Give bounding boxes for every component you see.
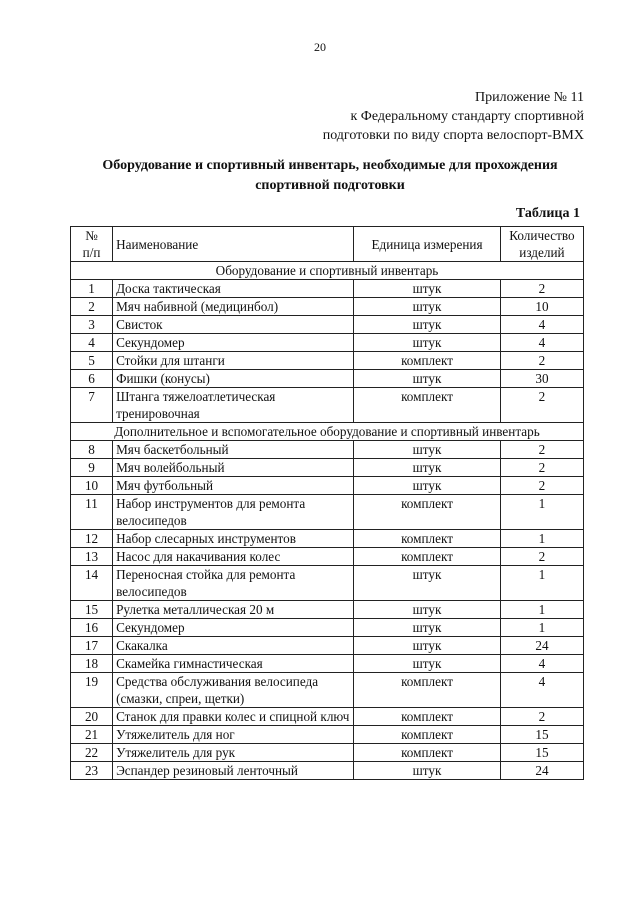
table-row (71, 655, 584, 673)
table-row (71, 637, 584, 655)
row-unit: комплект (354, 708, 501, 726)
appendix-header (323, 88, 584, 145)
row-quantity: 2 (500, 388, 583, 423)
row-name: Рулетка металлическая 20 м (113, 601, 354, 619)
table-row (71, 298, 584, 316)
row-unit: штук (354, 762, 501, 780)
table-row (71, 619, 584, 637)
row-name: Штанга тяжелоатлетическая тренировочная (113, 388, 354, 423)
row-number: 15 (71, 601, 113, 619)
row-unit: штук (354, 601, 501, 619)
row-quantity: 4 (500, 316, 583, 334)
row-unit: штук (354, 477, 501, 495)
row-unit: штук (354, 441, 501, 459)
header-number-line-2: п/п (82, 245, 101, 260)
row-unit: штук (354, 655, 501, 673)
row-number: 16 (71, 619, 113, 637)
row-unit: штук (354, 316, 501, 334)
table-row (71, 352, 584, 370)
row-name: Доска тактическая (113, 280, 354, 298)
table-row (71, 388, 584, 423)
row-unit: штук (354, 619, 501, 637)
row-unit: комплект (354, 495, 501, 530)
row-number: 22 (71, 744, 113, 762)
row-number: 1 (71, 280, 113, 298)
header-unit: Единица измерения (354, 227, 501, 262)
section-title: Дополнительное и вспомогательное оборудование и спортивный инвентарь (71, 423, 584, 441)
row-number: 2 (71, 298, 113, 316)
row-number: 4 (71, 334, 113, 352)
row-number: 5 (71, 352, 113, 370)
table-row (71, 334, 584, 352)
row-number: 23 (71, 762, 113, 780)
row-number: 18 (71, 655, 113, 673)
row-number: 6 (71, 370, 113, 388)
row-name: Эспандер резиновый ленточный (113, 762, 354, 780)
row-quantity: 4 (500, 673, 583, 708)
row-quantity: 2 (500, 280, 583, 298)
title-line-1: Оборудование и спортивный инвентарь, необходимые для прохождения (102, 158, 558, 173)
row-quantity: 2 (500, 477, 583, 495)
row-name: Скамейка гимнастическая (113, 655, 354, 673)
table-row (71, 673, 584, 708)
row-number: 14 (71, 566, 113, 601)
row-quantity: 15 (500, 726, 583, 744)
title-line-2: спортивной подготовки (255, 178, 405, 193)
row-unit: штук (354, 370, 501, 388)
table-row (71, 548, 584, 566)
section-row (71, 262, 584, 280)
row-quantity: 2 (500, 352, 583, 370)
table-row (71, 280, 584, 298)
row-number: 9 (71, 459, 113, 477)
row-unit: комплект (354, 530, 501, 548)
table-row (71, 459, 584, 477)
row-unit: комплект (354, 673, 501, 708)
row-number: 12 (71, 530, 113, 548)
row-name: Мяч футбольный (113, 477, 354, 495)
section-row (71, 423, 584, 441)
row-name: Средства обслуживания велосипеда (смазки, спреи, щетки) (113, 673, 354, 708)
row-name: Мяч баскетбольный (113, 441, 354, 459)
page-number: 20 (314, 40, 326, 54)
row-unit: штук (354, 334, 501, 352)
row-unit: штук (354, 637, 501, 655)
row-number: 19 (71, 673, 113, 708)
row-quantity: 30 (500, 370, 583, 388)
row-number: 20 (71, 708, 113, 726)
row-number: 3 (71, 316, 113, 334)
table-row (71, 370, 584, 388)
section-title: Оборудование и спортивный инвентарь (71, 262, 584, 280)
table-header-row (71, 227, 584, 262)
appendix-line-3: подготовки по виду спорта велоспорт-ВМХ (322, 128, 584, 143)
row-quantity: 2 (500, 548, 583, 566)
header-number-line-1: № (85, 228, 98, 243)
row-name: Насос для накачивания колес (113, 548, 354, 566)
header-quantity (500, 227, 583, 262)
row-quantity: 1 (500, 566, 583, 601)
row-name: Набор слесарных инструментов (113, 530, 354, 548)
row-name: Стойки для штанги (113, 352, 354, 370)
table-row (71, 744, 584, 762)
row-number: 13 (71, 548, 113, 566)
header-quantity-line-2: изделий (519, 245, 565, 260)
row-unit: комплект (354, 352, 501, 370)
header-quantity-line-1: Количество (509, 228, 575, 243)
row-name: Утяжелитель для рук (113, 744, 354, 762)
row-number: 8 (71, 441, 113, 459)
table-row (71, 762, 584, 780)
equipment-table (70, 226, 584, 780)
row-name: Свисток (113, 316, 354, 334)
row-quantity: 2 (500, 459, 583, 477)
row-name: Скакалка (113, 637, 354, 655)
row-name: Секундомер (113, 334, 354, 352)
row-name: Секундомер (113, 619, 354, 637)
row-name: Набор инструментов для ремонта велосипедов (113, 495, 354, 530)
row-quantity: 1 (500, 530, 583, 548)
appendix-line-2: к Федеральному стандарту спортивной (350, 109, 584, 124)
row-name: Утяжелитель для ног (113, 726, 354, 744)
table-caption: Таблица 1 (515, 206, 580, 221)
row-unit: штук (354, 280, 501, 298)
row-unit: штук (354, 459, 501, 477)
row-quantity: 24 (500, 762, 583, 780)
table-row (71, 495, 584, 530)
row-quantity: 1 (500, 495, 583, 530)
row-number: 7 (71, 388, 113, 423)
row-name: Фишки (конусы) (113, 370, 354, 388)
row-quantity: 15 (500, 744, 583, 762)
table-row (71, 601, 584, 619)
table-row (71, 566, 584, 601)
row-quantity: 1 (500, 619, 583, 637)
row-quantity: 4 (500, 655, 583, 673)
row-quantity: 24 (500, 637, 583, 655)
table-row (71, 477, 584, 495)
row-number: 10 (71, 477, 113, 495)
row-unit: комплект (354, 388, 501, 423)
appendix-line-1: Приложение № 11 (475, 90, 584, 105)
row-quantity: 10 (500, 298, 583, 316)
row-name: Мяч набивной (медицинбол) (113, 298, 354, 316)
row-unit: штук (354, 566, 501, 601)
header-name: Наименование (113, 227, 354, 262)
header-number (71, 227, 113, 262)
table-row (71, 726, 584, 744)
row-name: Станок для правки колес и спицной ключ (113, 708, 354, 726)
row-unit: комплект (354, 548, 501, 566)
row-quantity: 2 (500, 441, 583, 459)
row-quantity: 2 (500, 708, 583, 726)
row-number: 17 (71, 637, 113, 655)
row-quantity: 1 (500, 601, 583, 619)
row-unit: комплект (354, 726, 501, 744)
table-row (71, 708, 584, 726)
row-unit: комплект (354, 744, 501, 762)
table-row (71, 316, 584, 334)
row-number: 21 (71, 726, 113, 744)
table-row (71, 441, 584, 459)
row-unit: штук (354, 298, 501, 316)
row-number: 11 (71, 495, 113, 530)
row-quantity: 4 (500, 334, 583, 352)
document-title (70, 156, 590, 196)
row-name: Мяч волейбольный (113, 459, 354, 477)
table-row (71, 530, 584, 548)
row-name: Переносная стойка для ремонта велосипедов (113, 566, 354, 601)
